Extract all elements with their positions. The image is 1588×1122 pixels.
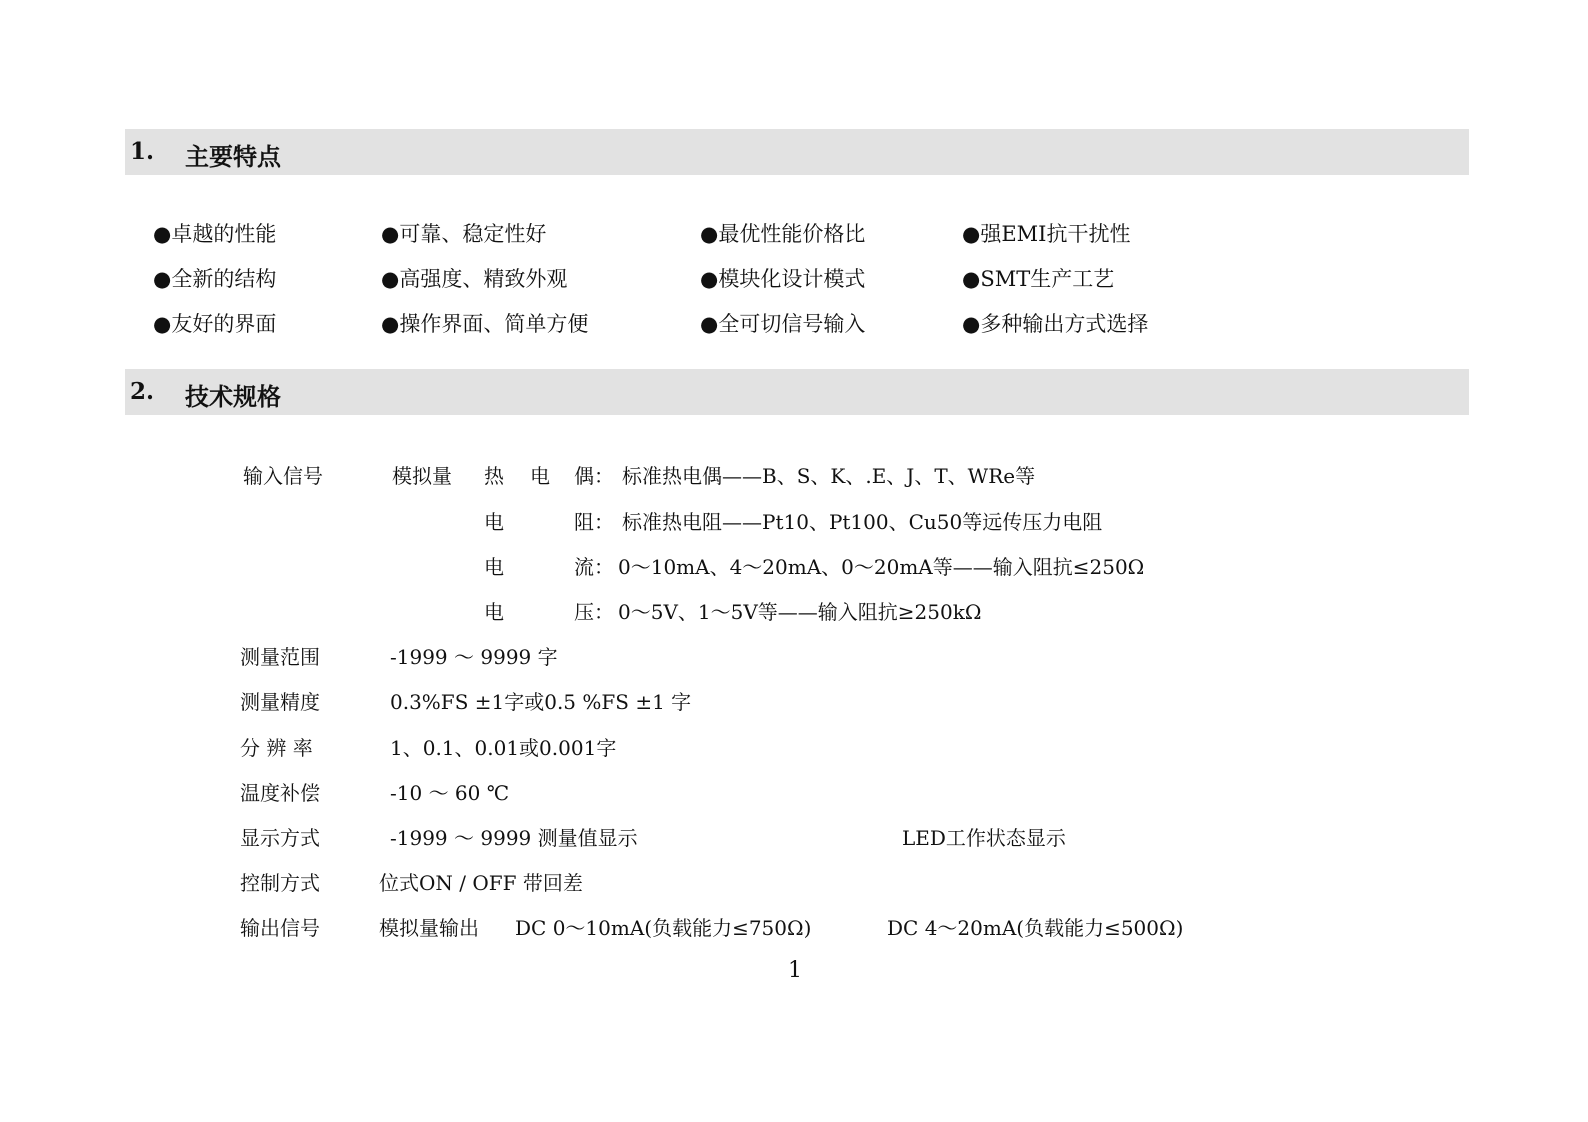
spec-label-input: 输入信号 [243, 464, 323, 488]
input-type-char: 电 [484, 555, 504, 579]
input-type-char: 偶： [574, 464, 614, 488]
spec-sub-output: 模拟量输出 [379, 916, 479, 940]
feature-item: ●全新的结构 [153, 267, 277, 291]
feature-item: ●多种输出方式选择 [962, 312, 1149, 336]
feature-item: ●SMT生产工艺 [962, 267, 1115, 291]
section-header-specs [125, 369, 1469, 415]
input-type-char: 阻： [574, 510, 614, 534]
spec-label-resolution: 分 辨 率 [240, 736, 313, 760]
input-value-thermocouple: 标准热电偶——B、S、K、.E、J、T、WRe等 [622, 464, 1036, 488]
spec-value-resolution: 1、0.1、0.01或0.001字 [390, 736, 617, 760]
input-type-char: 热 [484, 464, 504, 488]
feature-item: ●卓越的性能 [153, 222, 277, 246]
spec-value-display: -1999 ～ 9999 测量值显示 [390, 826, 638, 850]
feature-item: ●全可切信号输入 [700, 312, 866, 336]
feature-item: ●操作界面、简单方便 [381, 312, 589, 336]
feature-item: ●可靠、稳定性好 [381, 222, 547, 246]
spec-value-range: -1999 ～ 9999 字 [390, 645, 558, 669]
section-title: 技术规格 [185, 382, 281, 411]
input-type-char: 流： [574, 555, 614, 579]
input-type-char: 电 [484, 600, 504, 624]
feature-item: ●高强度、精致外观 [381, 267, 568, 291]
spec-value-accuracy: 0.3%FS ±1字或0.5 %FS ±1 字 [390, 690, 692, 714]
page-number: 1 [788, 958, 802, 983]
spec-label-display: 显示方式 [240, 826, 320, 850]
input-value-voltage: 0～5V、1～5V等——输入阻抗≥250kΩ [618, 600, 982, 624]
spec-value-control: 位式ON / OFF 带回差 [379, 871, 583, 895]
spec-label-range: 测量范围 [240, 645, 320, 669]
spec-value-display-led: LED工作状态显示 [902, 826, 1066, 850]
section-number: 1. [130, 138, 155, 165]
feature-item: ●强EMI抗干扰性 [962, 222, 1131, 246]
spec-label-accuracy: 测量精度 [240, 690, 320, 714]
feature-item: ●友好的界面 [153, 312, 277, 336]
spec-label-output: 输出信号 [240, 916, 320, 940]
section-number: 2. [130, 378, 155, 405]
input-type-char: 电 [484, 510, 504, 534]
spec-value-output-2: DC 4～20mA(负载能力≤500Ω) [887, 916, 1184, 940]
input-type-char: 压： [574, 600, 614, 624]
spec-sub-analog: 模拟量 [392, 464, 452, 488]
input-value-current: 0～10mA、4～20mA、0～20mA等——输入阻抗≤250Ω [618, 555, 1145, 579]
spec-value-temp: -10 ～ 60 ℃ [390, 781, 510, 805]
spec-label-control: 控制方式 [240, 871, 320, 895]
section-header-features [125, 129, 1469, 175]
feature-item: ●模块化设计模式 [700, 267, 866, 291]
input-value-rtd: 标准热电阻——Pt10、Pt100、Cu50等远传压力电阻 [622, 510, 1103, 534]
section-title: 主要特点 [185, 142, 281, 171]
input-type-char: 电 [530, 464, 550, 488]
spec-value-output-1: DC 0～10mA(负载能力≤750Ω) [515, 916, 812, 940]
spec-label-temp: 温度补偿 [240, 781, 320, 805]
feature-item: ●最优性能价格比 [700, 222, 866, 246]
